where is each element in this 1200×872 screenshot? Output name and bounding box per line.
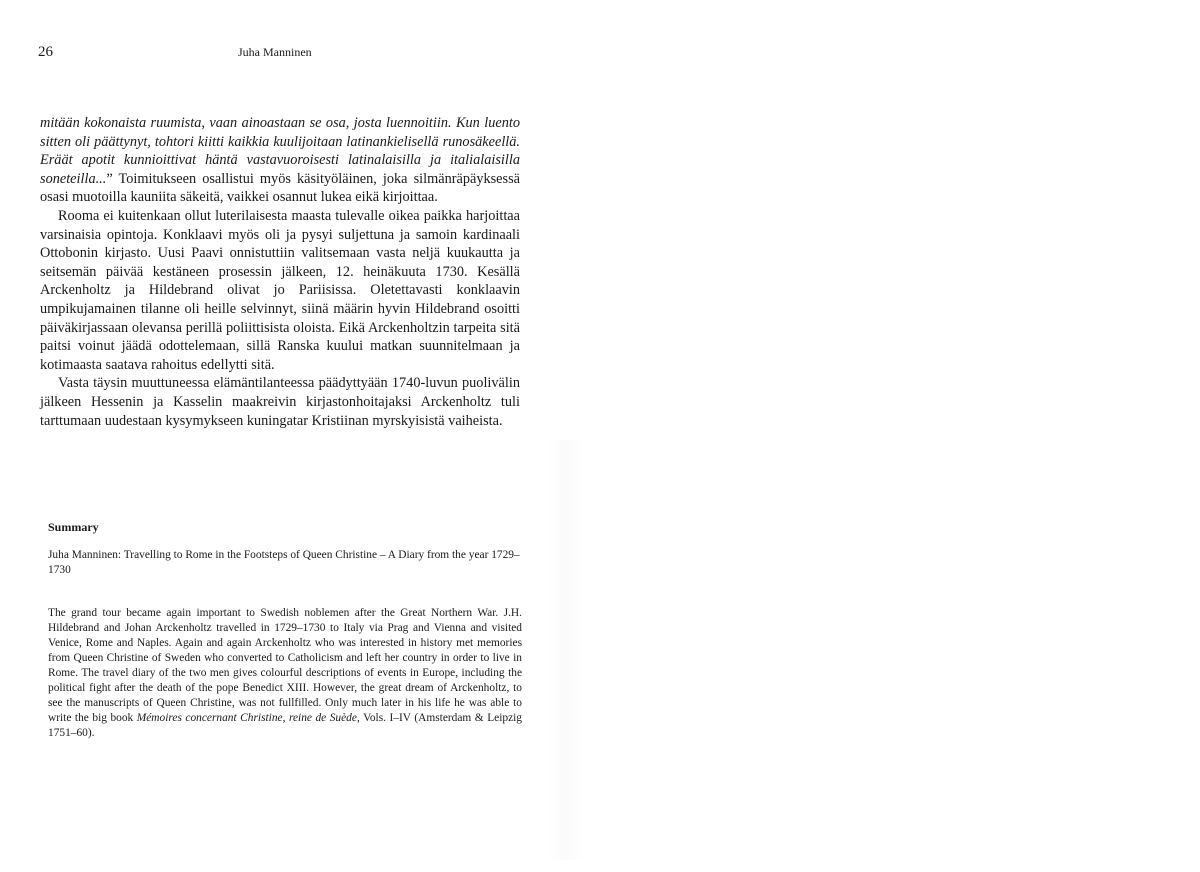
main-text [40,114,520,430]
book-title-italic: Mémoires concernant Christine, reine de Suède [136,712,357,724]
running-head: Juha Manninen [238,45,312,59]
show-through-shadow [545,440,585,860]
paragraph-3: Vasta täysin muuttuneessa elämäntilanteessa päädyttyään 1740-luvun puolivälin jälkeen Hessenin ja Kasselin maakreivin kirjastonhoitajaksi Arckenholtz tuli tarttumaan uudestaan kysymykseen kuningatar Kristiinan myrskyisistä vaiheista. [40,375,520,429]
summary-body-end: , Vols. I–IV (Amsterdam & Leipzig 1751–60). [48,712,522,739]
summary-heading: Juha Manninen: Travelling to Rome in the Footsteps of Queen Christine – A Diary from the year 1729–1730 [48,549,520,576]
summary-title: Summary [48,520,99,534]
summary-body [48,606,522,741]
summary-body-text: The grand tour became again important to Swedish noblemen after the Great Northern War. J.H. Hildebrand and Johan Arckenholtz travelled in 1729–1730 to Italy via Prag and Vienna and visited Venice, Rome and Naples. Again and again Arckenholtz who was interested in history met memories from Queen Christine of Sweden who converted to Catholicism and left her country in order to live in Rome. The travel diary of the two men gives colourful descriptions of events in Europe, including the political fight after the death of the pope Benedict XIII. However, the great dream of Arckenholtz, to see the manuscripts of Queen Christine, was not fullfilled. Only much later in his life he was able to write the big book [48,607,522,724]
page-header [38,44,518,64]
paragraph-1 [40,114,520,207]
page-number: 26 [38,44,53,60]
paragraph-1-rest: ” Toimitukseen osallistui myös käsityöläinen, joka silmänräpäyksessä osasi muotoilla kauniita säkeitä, vaikkei osannut lukea eikä kirjoittaa. [40,170,520,206]
quotation-italic: mitään kokonaista ruumista, vaan ainoastaan se osa, josta luennoitiin. Kun luento sitten oli päättynyt, tohtori kiitti kaikkia kuulijoitaan latinankielisellä runosäkeellä. Eräät apotit kunnioittivat häntä vastavuoroisesti latinalaisilla ja italialaisilla soneteilla... [40,115,520,187]
paragraph-2: Rooma ei kuitenkaan ollut luterilaisesta maasta tulevalle oikea paikka harjoittaa varsinaisia opintoja. Konklaavi myös oli ja pysyi suljettuna ja samoin kardinaali Ottobonin kirjasto. Uusi Paavi onnistuttiin valitsemaan vasta neljä kuukautta ja seitsemän päivää kestäneen prosessin jälkeen, 12. heinäkuuta 1730. Kesällä Arckenholtz ja Hildebrand olivat jo Pariisissa. Oletettavasti konklaavin umpikujamainen tilanne oli heille selvinnyt, siinä määrin hyvin Hildebrand osoitti päiväkirjassaan olevansa perillä poliittisista oloista. Eikä Arckenholtzin tarpeita sitä paitsi voinut jäädä odottelemaan, sillä Ranska kuului matkan suunnitelmaan ja kotimaasta saatava rahoitus edellytti sitä. [40,207,520,373]
